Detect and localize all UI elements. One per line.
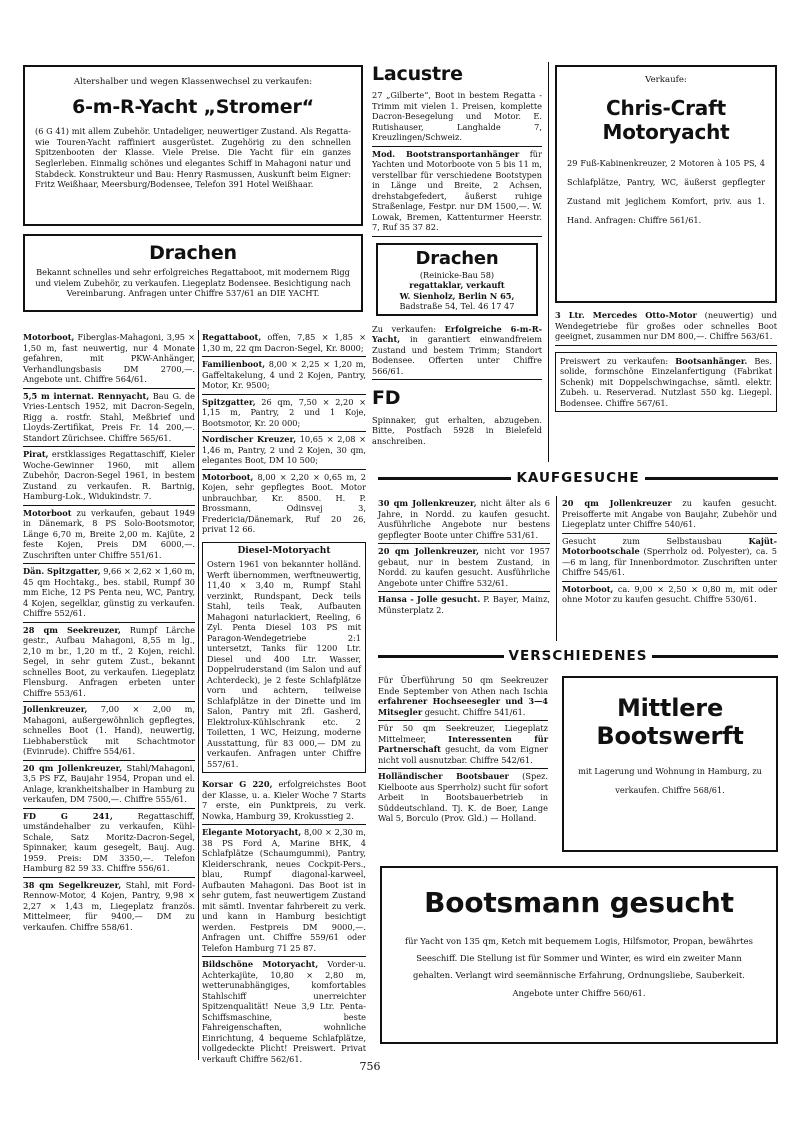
erfolg-ad [372, 322, 542, 381]
verschiedenes-ads [378, 673, 548, 827]
verschiedenes-heading [378, 648, 778, 664]
stromer-ad [23, 65, 363, 226]
drachen2-line1: (Reinicke-Bau 58) [419, 269, 495, 280]
classified-ad [23, 389, 195, 448]
wanted-ad-bold: 20 qm Jollenkreuzer, [378, 546, 479, 556]
werft-title1: Mittlere [616, 694, 724, 722]
classified-ad [23, 702, 195, 761]
drachen2-line3: W. Sienholz, Berlin N 65, [399, 290, 515, 301]
werft-text: mit Lagerung und Wohnung in Hamburg, zu verkaufen. Chiffre 568/61. [578, 766, 762, 795]
chris-title1: Chris-Craft [606, 96, 726, 120]
werft-title2: Bootswerft [596, 722, 744, 750]
diesel-ad [202, 542, 366, 774]
bootsmann-title: Bootsmann gesucht [424, 886, 734, 919]
wanted-ad-text: nicht vor 1957 gebaut, nur in bestem Zustand, in Nordd. zu kaufen gesucht. Ausführliche Angebote unter Chiffre 532/61. [378, 546, 550, 588]
classified-ad-bold: Elegante Motoryacht, [202, 827, 302, 838]
drachen-text: Bekannt schnelles und sehr erfolgreiches Regattaboot, mit modernem Rigg und vielem Zubehör, zu verkaufen. Liegeplatz Bodensee. Besichtigung nach Vereinbarung. Anfragen unter Chiffre 537/61 an DIE YACHT. [35, 267, 351, 298]
transport-ad [372, 147, 542, 237]
classified-ad-text: 10,65 × 2,08 × 1,46 m, Pantry, 2 und 2 Kojen, 30 qm, elegantes Boot, DM 10 500; [202, 434, 366, 465]
classified-ad-text: 8,00 × 2,20 × 0,65 m, 2 Kojen, sehr gepflegtes Boot. Motor unbrauchbar, Kr. 8500. H. P. Brossmann, Odinsvej 3, Fredericia/Dänemark, Ruf 20 26, privat 12 66. [202, 471, 366, 534]
stromer-intro: Altershalber und wegen Klassenwechsel zu verkaufen: [73, 77, 313, 87]
classified-ad-text: Fiberglas-Mahagoni, 3,95 × 1,50 m, fast neuwertig, nur 4 Monate gefahren, mit PKW-Anhänger, Verhandlungsbasis DM 2700,—. Angebote unt. Chiffre 564/61. [23, 332, 195, 384]
classified-ad-text: 8,00 × 2,25 × 1,20 m, Gaffeltakelung, 4 und 2 Kojen, Pantry, Motor, Kr. 9500; [202, 359, 366, 390]
transport-bold: Mod. Bootstransportanhänger [372, 148, 520, 159]
classified-ad-text: Stahl/Mahagoni, 3,5 PS FZ, Baujahr 1954, Propan und el. Anlage, krankheitshalber in Hamburg zu verkaufen, DM 7500,—. Chiffre 555/61. [23, 762, 195, 804]
bootswerft-ad [562, 676, 778, 852]
classified-ad-bold: Regattaboot, [202, 332, 262, 342]
kaufgesuche-right [562, 496, 777, 608]
classified-ad-bold: Bildschöne Motoryacht, [202, 959, 319, 970]
column-left-ads [23, 330, 195, 935]
wanted-ad-bold: Hansa - Jolle gesucht. [378, 594, 481, 604]
classified-ad-bold: Familienboot, [202, 359, 266, 369]
classified-ad [23, 447, 195, 506]
classified-ad [202, 470, 366, 538]
wanted-ad-lead: Gesucht zum Selbstausbau [562, 535, 749, 546]
classified-ad-bold: FD G 241, [23, 810, 113, 821]
page-number: 756 [359, 1060, 381, 1073]
drachen2-line4: Badstraße 54, Tel. 46 17 47 [399, 301, 515, 312]
chris-intro: Verkaufe: [645, 75, 687, 85]
wanted-ad [562, 534, 777, 582]
classified-ad-text: 26 qm, 7,50 × 2,20 × 1,15 m, Pantry, 2 und 1 Koje, Bootsmotor, Kr. 20 000; [202, 396, 366, 428]
drachen2-line2: regattaklar, verkauft [409, 280, 505, 291]
classified-ad-text: erfolgreichstes Boot der Klasse, u. a. Kieler Woche 7 Starts 7 erste, ein Punktpreis, zu verk. Nowka, Hamburg 39, Krokusstieg 2. [202, 779, 366, 821]
mercedes-text: (neuwertig) und Wendegetriebe für großes oder schnelles Boot geeignet, zusammen nur DM 800,—. Chiffre 563/61. [555, 310, 777, 341]
classified-ad [202, 432, 366, 470]
misc-ad-bold: Interessenten für Partnerschaft [378, 733, 549, 754]
misc-ad-bold: Holländischer Bootsbauer [378, 771, 509, 781]
wanted-ad-text: ca. 9,00 × 2,50 × 0,80 m, mit oder ohne Motor zu kaufen gesucht. Chiffre 530/61. [562, 583, 777, 604]
diesel-title: Diesel-Motoryacht [237, 545, 331, 556]
diesel-text: Ostern 1961 von bekannter holländ. Werft übernommen, werftneuwertig, 11,40 × 3,40 m, Rumpf Stahl verzinkt, Rundspant, Deck teils Stahl, teils Teak, Aufbauten Mahagoni naturlackiert, Reeling, 6 Zyl. Penta Diesel 103 PS mit Paragon-Wendegetriebe 2:1 untersetzt, Tanks für 1200 Ltr. Diesel und 400 Ltr. Wasser, Doppelruderstand (im Salon und auf Achterdeck), je 2 feste Schlafplätze vorn und achtern, teilweise Schlafplätze in der Dinette und im Salon, Pantry mit 2fl. Gasherd, Elektrolux-Kühlschrank etc. 2 Toiletten, 1 WC, Heizung, moderne Ausstattung, für 83 000,— DM zu verkaufen. Anfragen unter Chiffre 557/61. [207, 559, 361, 769]
classified-ad-text: Vorder-u. Achterkajüte, 10,80 × 2,80 m, wetterunabhängiges, komfortables Stahlschiff unerreichter Spitzenqualität! Neue 3,9 Ltr. Penta-Schiffsmaschine, beste Fahreigenschaften, wohnliche Einrichtung, 4 bequeme Schlafplätze, vollgedeckte Plicht! Preiswert. Privat verkauft Chiffre 562/61. [202, 959, 366, 1064]
misc-ad [378, 673, 548, 721]
classified-ad-text: Stahl, mit Ford-Rennow-Motor, 4 Kojen, Pantry, 9,98 × 2,27 × 1,43 m, Liegeplatz französ. Mittelmeer, für 9400,— DM zu verkaufen. Chiffre 558/61. [23, 879, 195, 932]
column-divider [198, 330, 199, 1060]
lacustre-title: Lacustre [372, 63, 463, 85]
misc-ad-bold: erfahrener Hochseesegler und 3—4 Mitsegler [378, 696, 548, 717]
mercedes-bold: 3 Ltr. Mercedes Otto-Motor [555, 310, 697, 320]
anhaenger-lead: Preiswert zu verkaufen: [560, 355, 669, 366]
misc-ad-text: gesucht. Chiffre 541/61. [422, 706, 526, 717]
classified-ad-bold: 5,5 m internat. Rennyacht, [23, 390, 150, 401]
drachen2-title: Drachen [415, 247, 499, 269]
anhaenger-bold: Bootsanhänger. [675, 355, 748, 366]
column-middle-ads [202, 330, 366, 1067]
lacustre-text: 27 „Gilberte“, Boot in bestem Regatta - Trimm mit vielen 1. Preisen, komplette Dacron-Besegelung und Motor. E. Rutishauser, Langhalde 7, Kreuzlingen/Schweiz. [372, 88, 542, 147]
classified-ad-text: zu verkaufen, gebaut 1949 in Dänemark, 8 PS Solo-Bootsmotor, Länge 6,70 m, Breite 2,00 m. Kajüte, 2 feste Kojen, Preis DM 6000,—. Zuschriften unter Chiffre 551/61. [23, 507, 195, 560]
misc-ad [378, 769, 548, 827]
bootsmann-ad [380, 866, 778, 1044]
erfolg-lead: Zu verkaufen: [372, 323, 445, 334]
misc-ad [378, 721, 548, 769]
classified-ad [202, 777, 366, 825]
wanted-ad [378, 592, 550, 618]
classified-ad [23, 506, 195, 565]
erfolg-bold: Erfolgreiche 6-m-R-Yacht, [372, 323, 542, 345]
classified-ad [23, 623, 195, 703]
classified-ad [202, 357, 366, 395]
classified-ad-text: Rumpf Lärche gestr., Aufbau Mahagoni, 8,55 m lg., 2,10 m br., 1,20 m tf., 2 Kojen, reichl. Segel, in sehr gutem Zust., bekannt schnelles Boot, zu verkaufen. Liegeplatz Flensburg. Anfragen erbeten unter Chiffre 553/61. [23, 624, 195, 698]
classified-ad [202, 825, 366, 957]
classified-ad-bold: 38 qm Segelkreuzer, [23, 879, 122, 890]
bootsmann-text: für Yacht von 135 qm, Ketch mit bequemem Logis, Hilfsmotor, Propan, bewährtes Seeschiff. Die Stellung ist für Sommer und Winter, es wird ein zweiter Mann gehalten. Verlangt wird seemännische Erfahrung, Ordnungsliebe, Sauberkeit. Angebote unter Chiffre 560/61. [405, 936, 753, 998]
classified-ad-bold: Spitzgatter, [202, 396, 256, 407]
classified-ad-bold: Jollenkreuzer, [23, 704, 88, 714]
wanted-ad [378, 496, 550, 544]
wanted-ad [562, 496, 777, 534]
classified-ad-bold: Motorboot, [23, 332, 75, 342]
wanted-ad-bold: 30 qm Jollenkreuzer, [378, 498, 477, 508]
wanted-ad-bold: Kajüt-Motorbootschale [562, 535, 777, 556]
anhaenger-ad [555, 352, 777, 413]
fd-text: Spinnaker, gut erhalten, abzugeben. Bitte, Postfach 5928 in Bielefeld anschreiben. [372, 414, 542, 446]
wanted-ad-text: zu kaufen gesucht. Preisofferte mit Angabe von Baujahr, Zubehör und Liegeplatz unter Chiffre 540/61. [562, 498, 777, 529]
classified-ad-text: 9,66 × 2,62 × 1,60 m, 45 qm Hochtakg., bes. stabil, Rumpf 30 mm Eiche, 12 PS Penta neu, WC, Pantry, 4 Kojen, segelklar, günstig zu verkaufen. Chiffre 552/61. [23, 566, 196, 618]
column-third-ads [372, 62, 542, 446]
misc-ad-lead: Für Überführung 50 qm Seekreuzer Ende September von Athen nach Ischia [378, 675, 548, 696]
wanted-ad-bold: 20 qm Jollenkreuzer [562, 498, 672, 508]
mercedes-ad [555, 308, 777, 346]
erfolg-text: in garantiert einwandfreiem Zustand und bestem Trimm; Standort Bodensee. Offerten unter Chiffre 566/61. [372, 334, 542, 376]
wanted-ad-text: (Sperrholz od. Polyester), ca. 5—6 m lang, für Innenbordmotor. Zuschriften unter Chiffre 545/61. [562, 546, 777, 577]
classified-ad-bold: Pirat, [23, 449, 49, 459]
wanted-ad [378, 544, 550, 592]
classified-ad [202, 957, 366, 1067]
drachen-title: Drachen [149, 242, 237, 264]
wanted-ad-bold: Motorboot, [562, 583, 614, 594]
classified-ad [202, 330, 366, 357]
stromer-text: (6 G 41) mit allem Zubehör. Untadeliger, neuwertiger Zustand. Als Regatta- wie Touren-Yacht raffiniert ausgerüstet. Zugehörig zu den schnellen Spitzenbooten der Klasse. Viele Preise. Die Yacht für ein ganzes Seglerleben. Einmalig schönes und elegantes Schiff in Mahagoni natur und Stabdeck. Konstrukteur und Bau: Henry Rasmussen, Auskunft beim Eigner: Fritz Weißhaar, Meersburg/Bodensee, Telefon 391 Hotel Weißhaar. [35, 126, 351, 190]
anhaenger-text: Bes. solide, formschöne Einzelanfertigung (Fabrikat Schenk) mit Doppelschwingachse, sämtl. elektr. Zubeh. u. Reserverad. Nutzlast 550 kg. Liegepl. Bodensee. Chiffre 567/61. [560, 355, 772, 408]
classified-ad [23, 809, 195, 878]
kaufgesuche-left [378, 496, 550, 618]
misc-ad-lead: Für 50 qm Seekreuzer, Liegeplatz Mittelmeer, [378, 723, 548, 744]
classified-ad [23, 761, 195, 809]
chris-title2: Motoryacht [602, 120, 730, 144]
classified-ad-bold: 20 qm Jollenkreuzer, [23, 762, 123, 773]
stromer-title: 6-m-R-Yacht „Stromer“ [72, 96, 314, 118]
classified-ad [23, 564, 195, 623]
column-right-ads [555, 308, 777, 418]
misc-ad-text: (Spez. Kielboote aus Sperrholz) sucht für sofort Arbeit in Bootsbauerbetrieb in Süddeutschland. Tj. K. de Boer, Lange Wal 5, Borculo (Prov. Gld.) — Holland. [378, 771, 548, 823]
classified-ad-text: 8,00 × 2,30 m, 38 PS Ford A, Marine BHK, 4 Schlafplätze (Schaumgummi), Pantry, Kleiderschrank, neues Cockpit-Pers., blau, Rumpf diagonal-karweel, Aufbauten Mahagoni. Das Boot ist in sehr gutem, fast neuwertigem Zustand mit sämtl. Inventar fahrbereit zu verk. und kann in Hamburg besichtigt werden. Festpreis DM 9000,—. Anfragen unt. Chiffre 559/61 oder Telefon Hamburg 71 25 87. [202, 827, 366, 953]
column-divider [548, 62, 549, 462]
classified-ad-text: erstklassiges Regattaschiff, Kieler Woche-Gewinner 1960, mit allem Zubehör, Dacron-Segel 1961, in bestem Zustand zu verkaufen. R. Bartnig, Hamburg-Lok., Widukindstr. 7. [23, 449, 195, 501]
classified-ad-bold: 28 qm Seekreuzer, [23, 624, 121, 635]
classified-ad-bold: Dän. Spitzgatter, [23, 566, 101, 576]
verschiedenes-title: VERSCHIEDENES [508, 648, 648, 664]
classified-ad [202, 395, 366, 433]
fd-title: FD [372, 387, 401, 410]
classified-ad [23, 878, 195, 936]
transport-text: für Yachten und Motorboote von 5 bis 11 m, verstellbar für verschiedene Bootstypen in Länge und Breite, 2 Achsen, drehstabgefedert, äußerst ruhige Straßenlage, Festpr. nur DM 1500,—. W. Lowak, Bremen, Kattenturmer Heerstr. 7, Ruf 35 37 82. [372, 148, 542, 233]
classified-ad-text: Bau G. de Vries-Lentsch 1952, mit Dacron-Segeln, Rigg a. rostfr. Stahl, Meßbrief und Lloyds-Zertifikat, Preis Fr. 14 200,—. Standort Zürichsee. Chiffre 565/61. [23, 390, 195, 443]
classified-ad-text: offen, 7,85 × 1,85 × 1,30 m, 22 qm Dacron-Segel, Kr. 8000; [202, 332, 366, 353]
misc-ad-text: gesucht, da vom Eigner nicht voll ausnutzbar. Chiffre 542/61. [378, 744, 548, 765]
wanted-ad [562, 582, 777, 608]
chris-craft-ad [555, 65, 777, 303]
chris-text: 29 Fuß-Kabinenkreuzer, 2 Motoren à 105 PS, 4 Schlafplätze, Pantry, WC, äußerst gepflegter Zustand mit jeglichem Komfort, priv. aus 1. Hand. Anfragen: Chiffre 561/61. [567, 158, 765, 225]
wanted-ad-text: nicht älter als 6 Jahre, in Nordd. zu kaufen gesucht. Ausführliche Angebote nur bestens gepflegter Boote unter Chiffre 531/61. [378, 498, 550, 540]
drachen-ad [23, 234, 363, 312]
classified-ad-bold: Nordischer Kreuzer, [202, 434, 297, 444]
drachen2-ad [376, 243, 538, 316]
classified-ad-text: Regattaschiff, umständehalber zu verkaufen, Kühl-Schale, Satz Moritz-Dacron-Segel, Spinnaker, kaum gesegelt, Bauj. Aug. 1959. Preis: DM 3350,—. Telefon Hamburg 82 59 33. Chiffre 556/61. [23, 810, 195, 873]
classified-ad-bold: Motorboot, [202, 471, 254, 482]
classified-ad-text: 7,00 × 2,00 m, Mahagoni, außergewöhnlich gepflegtes, schnelles Boot (1. Hand), neuwertig, Liebhaberstück mit Schachtmotor (Evinrude). Chiffre 554/61. [23, 704, 195, 756]
column-divider [556, 496, 557, 641]
kaufgesuche-title: KAUFGESUCHE [516, 470, 640, 486]
kaufgesuche-heading [378, 470, 778, 486]
wanted-ad-text: P. Bayer, Mainz, Münsterplatz 2. [378, 594, 550, 615]
classified-ad [23, 330, 195, 389]
classified-ad-bold: Korsar G 220, [202, 779, 273, 790]
classified-ad-bold: Motorboot [23, 507, 72, 518]
